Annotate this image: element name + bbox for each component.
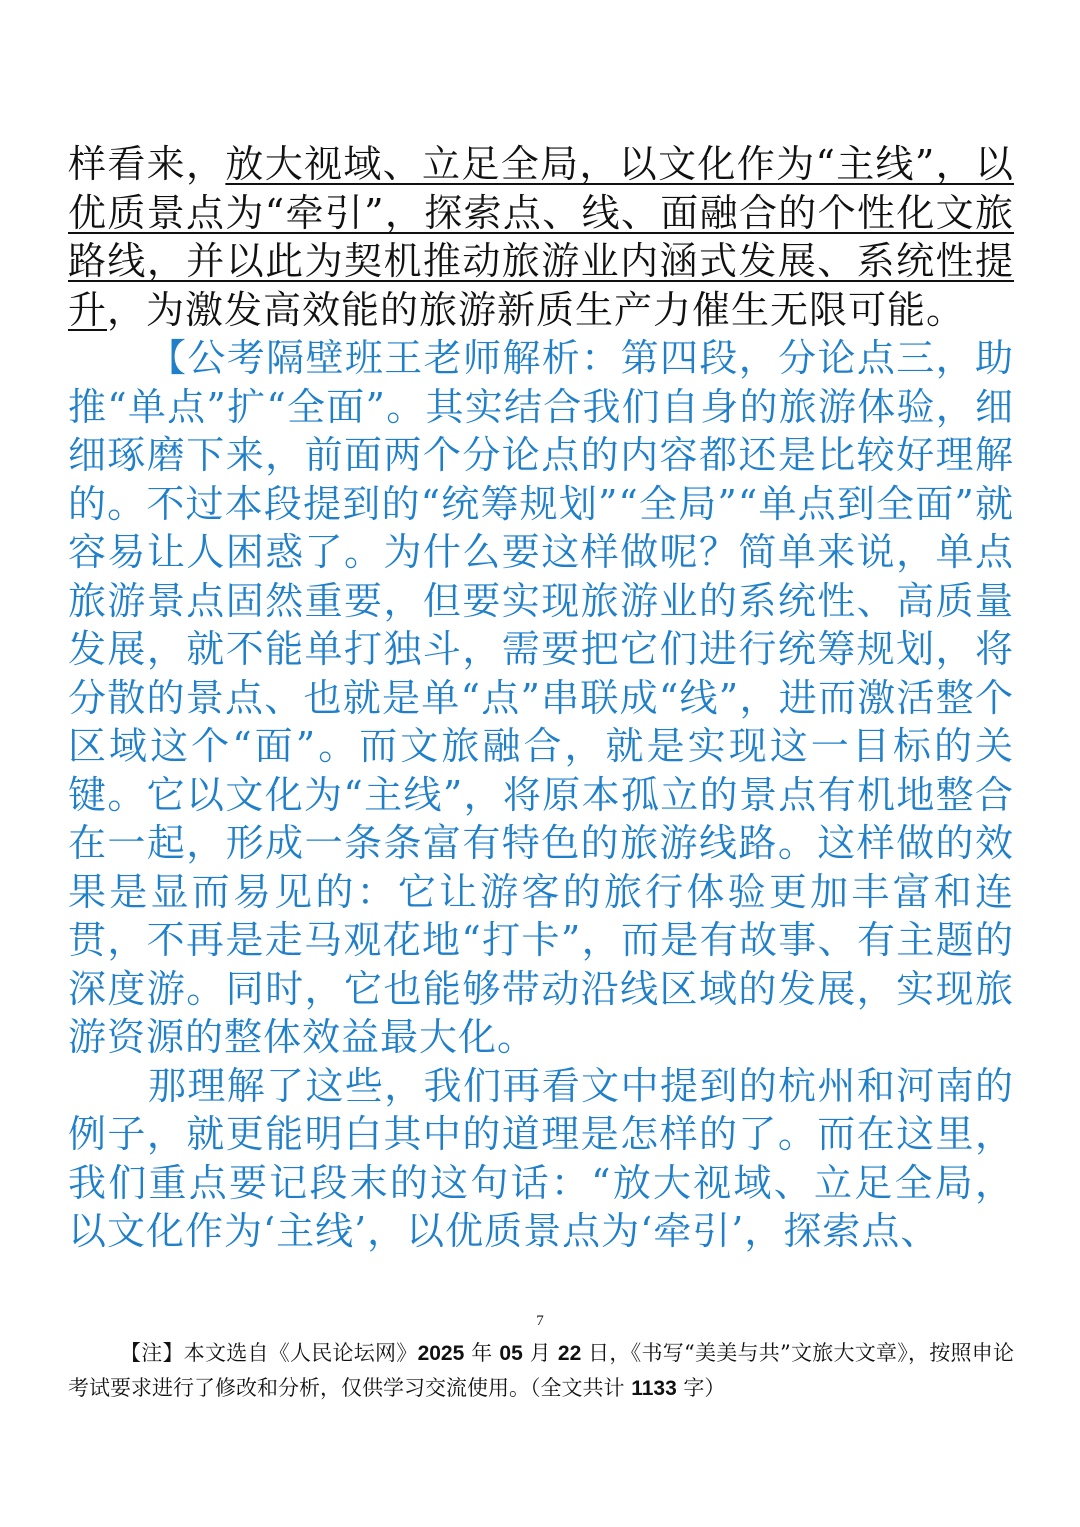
note-text: 字） [676,1376,726,1400]
note-month: 05 [499,1342,523,1365]
paragraph-lead: 样看来， [68,142,226,186]
note-text: 【注】本文选自《人民论坛网》 [120,1341,418,1365]
analysis-paragraph-continued: 那理解了这些，我们再看文中提到的杭州和河南的例子，就更能明白其中的道理是怎样的了。而在这里，我们重点要记段末的这句话：“放大视域、立足全局，以文化作为‘主线’，以优质景点为‘牵引’，探索点、 [68,1063,1014,1253]
article-paragraph [68,140,1014,334]
note-word-count: 1133 [631,1377,677,1400]
page-number: 7 [536,1313,544,1329]
underlined-key-sentence: 放大视域、立足全局，以文化作为“主线”，以优质景点为“牵引”，探索点、线、面融合的个性化文旅路线，并以此为契机推动旅游业内涵式发展、系统性提升 [68,142,1014,332]
note-day: 22 [557,1342,582,1365]
paragraph-tail: ，为激发高效能的旅游新质生产力催生无限可能。 [107,287,966,332]
document-page [68,140,1014,1256]
note-year: 2025 [417,1342,465,1365]
note-text: 年 [464,1341,500,1365]
source-note [68,1336,1014,1406]
note-text: 月 [522,1341,558,1365]
analysis-paragraph: 【公考隔壁班王老师解析：第四段，分论点三，助推“单点”扩“全面”。其实结合我们自身的旅游体验，细细琢磨下来，前面两个分论点的内容都还是比较好理解的。不过本段提到的“统筹规划”“全局”“单点到全面”就容易让人困惑了。为什么要这样做呢？简单来说，单点旅游景点固然重要，但要实现旅游业的系统性、高质量发展，就不能单打独斗，需要把它们进行统筹规划，将分散的景点、也就是单“点”串联成“线”，进而激活整个区域这个“面”。而文旅融合，就是实现这一目标的关键。它以文化为“主线”，将原本孤立的景点有机地整合在一起，形成一条条富有特色的旅游线路。这样做的效果是显而易见的：它让游客的旅行体验更加丰富和连贯，不再是走马观花地“打卡”，而是有故事、有主题的深度游。同时，它也能够带动沿线区域的发展，实现旅游资源的整体效益最大化。 [68,336,1014,1059]
note-text: 日，《书写“美美与共”文旅大文章》，按照申论考试要求进行了修改和分析，仅供学习交流使用。（全文共计 [68,1341,1014,1400]
